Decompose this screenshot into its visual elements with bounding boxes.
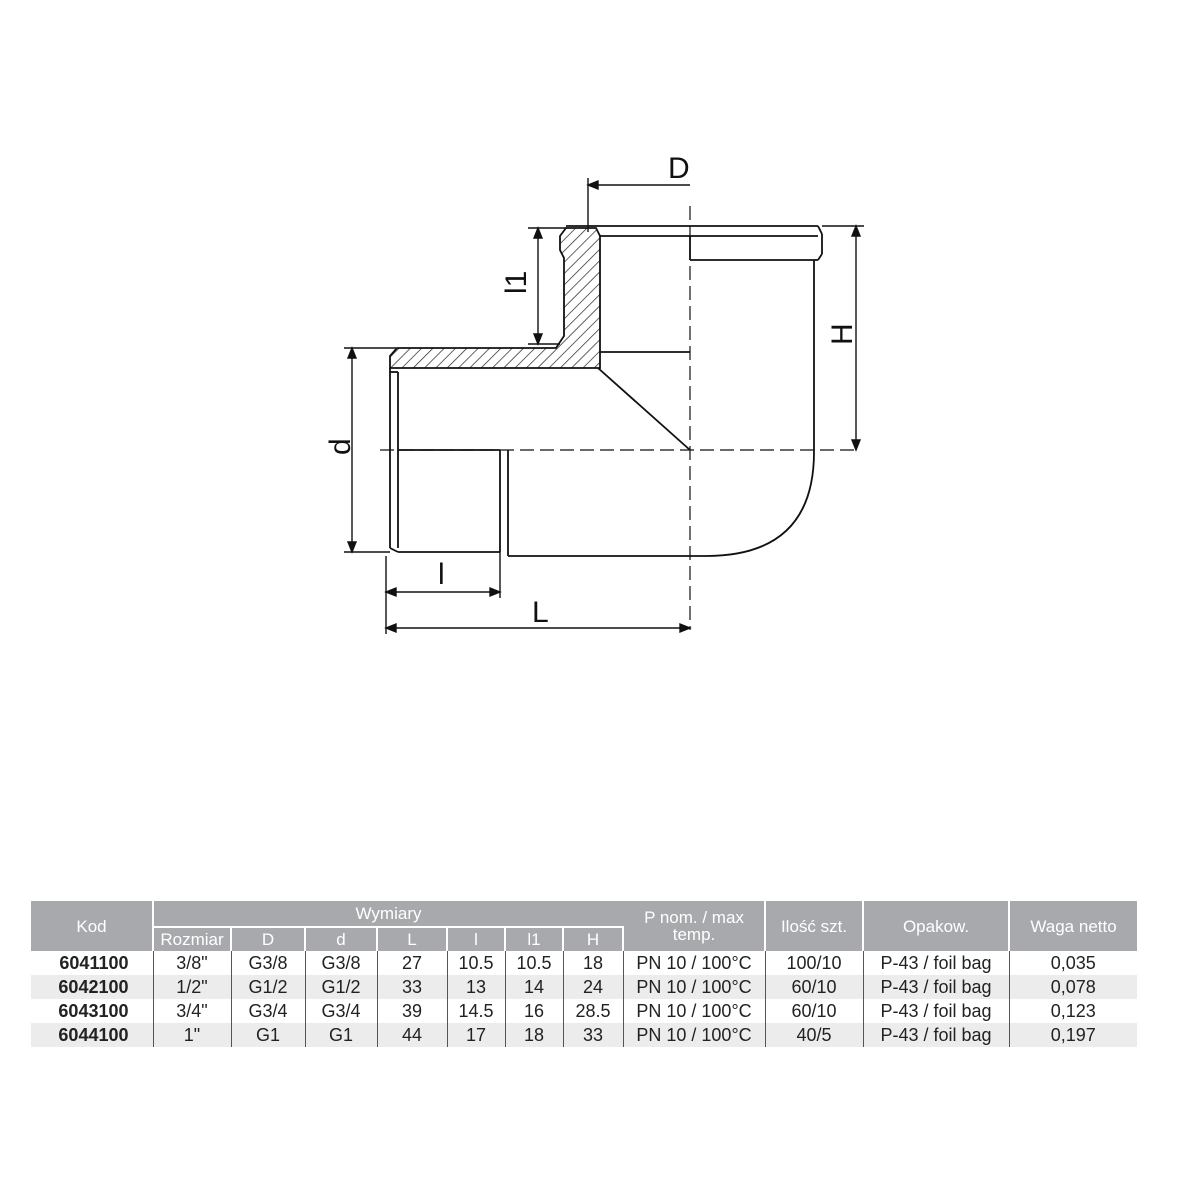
header-p-nom [623,901,765,951]
cell-l1: 14 [505,975,563,999]
label-l: l [438,558,445,591]
cell-H: 28.5 [563,999,623,1023]
cell-waga: 0,035 [1050,953,1096,973]
label-l1: l1 [500,270,533,294]
cell-D: G3/4 [231,999,305,1023]
subheader-rozmiar: Rozmiar [153,927,231,951]
cell-ilosc: 40/5 [765,1023,863,1047]
cell-waga: 0,078 [1009,975,1137,999]
cell-l: 14.5 [447,999,505,1023]
fitting-outline [390,226,822,556]
cell-ilosc: 100/10 [765,951,863,975]
cell-D: G3/8 [231,951,305,975]
cell-rozmiar: 1/2" [153,975,231,999]
subheader-L: L [377,927,447,951]
cell-d: G1 [305,1023,377,1047]
label-d: d [324,438,357,455]
subheader-l: l [447,927,505,951]
label-H: H [826,323,859,345]
cell-L: 44 [377,1023,447,1047]
cell-p: PN 10 / 100°C [623,951,765,975]
cell-kod: 6042100 [31,975,153,999]
cell-kod: 6044100 [31,1023,153,1047]
table-row [31,951,1137,975]
cell-H: 24 [563,975,623,999]
cell-rozmiar: 1" [153,1023,231,1047]
header-wymiary: Wymiary [153,901,623,927]
subheader-d: d [305,927,377,951]
cell-d: G3/8 [305,951,377,975]
header-waga: Waga netto [1009,901,1137,951]
cell-L: 39 [377,999,447,1023]
cell-l: 13 [447,975,505,999]
cell-H: 33 [563,1023,623,1047]
centerlines [380,206,860,630]
header-opakow: Opakow. [863,901,1009,951]
cell-opakow: P-43 / foil bag [863,951,1009,975]
cell-L: 27 [377,951,447,975]
cell-opakow: P-43 / foil bag [863,975,1009,999]
hatched-section [390,228,600,368]
cell-opakow: P-43 / foil bag [863,999,1009,1023]
cell-rozmiar: 3/8" [153,951,231,975]
cell-L: 33 [377,975,447,999]
header-p-nom-line1: P nom. / max [644,908,744,927]
cell-p: PN 10 / 100°C [623,999,765,1023]
cell-D: G1/2 [231,975,305,999]
subheader-H: H [563,927,623,951]
table-row [31,999,1137,1023]
header-p-nom-line2: temp. [672,925,716,944]
cell-ilosc: 60/10 [765,975,863,999]
label-L: L [532,596,549,629]
cell-d: G3/4 [305,999,377,1023]
table-row [31,1023,1137,1047]
table-row [31,975,1137,999]
cell-l1: 16 [505,999,563,1023]
cell-waga: 0,197 [1009,1023,1137,1047]
cell-l: 10.5 [447,951,505,975]
header-kod: Kod [31,901,153,951]
spec-table [31,901,1137,1047]
subheader-l1: l1 [505,927,563,951]
cell-l: 17 [447,1023,505,1047]
cell-p: PN 10 / 100°C [623,1023,765,1047]
cell-l1: 18 [505,1023,563,1047]
subheader-D: D [231,927,305,951]
cell-kod: 6043100 [31,999,153,1023]
cell-kod: 6041100 [31,951,153,975]
cell-H: 18 [563,951,623,975]
dimension-lines [344,178,864,634]
cell-waga: 0,123 [1050,1001,1096,1021]
cell-D: G1 [231,1023,305,1047]
cell-p: PN 10 / 100°C [623,975,765,999]
label-D: D [668,152,690,185]
cell-l1: 10.5 [505,951,563,975]
cell-rozmiar: 3/4" [153,999,231,1023]
cell-ilosc: 60/10 [765,999,863,1023]
cell-d: G1/2 [305,975,377,999]
header-ilosc: Ilość szt. [765,901,863,951]
cell-opakow: P-43 / foil bag [863,1023,1009,1047]
